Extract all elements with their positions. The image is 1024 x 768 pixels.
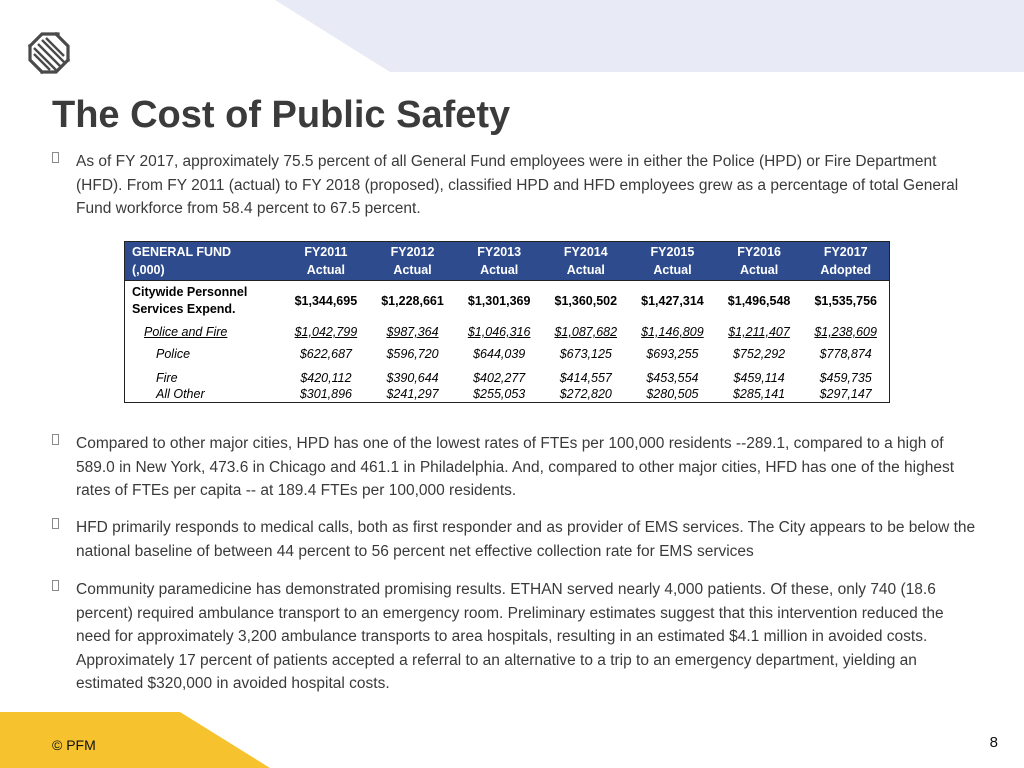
table-header-fy2017: FY2017 Adopted	[820, 245, 872, 277]
table-header-row	[125, 242, 889, 280]
table-cell: $1,344,695	[294, 294, 358, 308]
table-cell: $1,211,407	[728, 325, 790, 339]
table-cell: $1,238,609	[814, 325, 877, 339]
table-cell: $1,042,799	[294, 325, 358, 339]
bullet-text: As of FY 2017, approximately 75.5 percent of all General Fund employees were in either the Police (HPD) or Fire Department (HFD). From FY 2011 (actual) to FY 2018 (proposed), classified HPD and HFD employees grew as a percentage of total General Fund workforce from 58.4 percent to 67.5 percent.	[76, 153, 959, 217]
bottom-decor-band	[0, 712, 1024, 768]
table-cell: $272,820	[559, 386, 612, 401]
table-header-fy2016: FY2016 Actual	[737, 245, 781, 277]
table-cell: $297,147	[819, 386, 872, 401]
table-header-fy2015: FY2015 Actual	[650, 245, 695, 277]
bullet-text: HFD primarily responds to medical calls, both as first responder and as provider of EMS services. The City appears to be below the national baseline of between 44 percent to 56 percent net effective collection rate for EMS services	[76, 519, 976, 560]
table-cell: $987,364	[386, 325, 439, 339]
footer-copyright: © PFM	[52, 737, 96, 753]
row-label: Fire	[156, 371, 178, 385]
table-cell: $414,557	[559, 371, 612, 385]
table-header-fy2013: FY2013 Actual	[477, 245, 522, 277]
table-header-fy2014: FY2014 Actual	[563, 245, 608, 277]
table-cell: $778,874	[819, 347, 872, 361]
bullet-icon	[52, 434, 59, 445]
table-cell: $622,687	[299, 347, 352, 361]
top-decor-band	[0, 0, 1024, 72]
table-cell: $596,720	[386, 347, 439, 361]
table-cell: $1,228,661	[381, 294, 444, 308]
table-header-label: GENERAL FUND (,000)	[132, 245, 232, 277]
table-cell: $752,292	[732, 347, 786, 361]
table-cell: $280,505	[646, 386, 699, 401]
page-number: 8	[989, 734, 998, 751]
slide-title: The Cost of Public Safety	[52, 94, 511, 136]
pfm-logo-icon	[24, 28, 74, 78]
table-header-fy2011: FY2011 Actual	[304, 245, 348, 277]
bullet-text: Compared to other major cities, HPD has one of the lowest rates of FTEs per 100,000 residents --289.1, compared to a high of 589.0 in New York, 473.6 in Chicago and 461.1 in Philadelphia. And, compared to other major cities, HFD has one of the highest rates of FTEs per capita -- at 189.4 FTEs per 100,000 residents.	[76, 435, 955, 499]
table-cell: $301,896	[299, 386, 352, 401]
table-cell: $1,046,316	[467, 325, 531, 339]
bullet-icon	[52, 152, 59, 163]
table-row-citywide	[125, 280, 889, 321]
row-label: Citywide Personnel Services Expend.	[132, 285, 248, 316]
table-row-all-other	[125, 385, 889, 402]
table-cell: $453,554	[646, 371, 699, 385]
bullet-hfd-medical	[76, 516, 976, 563]
table-cell: $1,146,809	[641, 325, 704, 339]
table-cell: $1,427,314	[641, 294, 704, 308]
table-row-police-and-fire	[125, 321, 889, 343]
general-fund-table	[124, 241, 890, 403]
bullet-paramedicine	[76, 578, 976, 696]
row-label: All Other	[156, 386, 205, 401]
table-cell: $459,114	[733, 371, 785, 385]
table-row-fire	[125, 365, 889, 385]
bullet-workforce	[76, 150, 976, 221]
table-cell: $420,112	[300, 371, 352, 385]
row-label: Police	[156, 347, 191, 361]
table-cell: $241,297	[386, 386, 439, 401]
row-label: Police and Fire	[144, 325, 228, 339]
table-row-police	[125, 343, 889, 365]
table-cell: $1,535,756	[814, 294, 877, 308]
table-cell: $1,496,548	[727, 294, 791, 308]
table-header-fy2012: FY2012 Actual	[390, 245, 435, 277]
table-cell: $673,125	[559, 347, 612, 361]
table-cell: $1,360,502	[554, 294, 618, 308]
bullet-icon	[52, 580, 59, 591]
table-cell: $1,301,369	[467, 294, 531, 308]
table-cell: $390,644	[386, 371, 439, 385]
table-cell: $1,087,682	[554, 325, 618, 339]
table-cell: $402,277	[473, 371, 526, 385]
table-cell: $285,141	[732, 386, 786, 401]
bullet-hpd-fte	[76, 432, 976, 503]
bullet-icon	[52, 518, 59, 529]
bullet-text: Community paramedicine has demonstrated promising results. ETHAN served nearly 4,000 patients. Of these, only 740 (18.6 percent) required ambulance transport to an emergency room. Preliminary estimates suggest that this intervention reduced the need for approximately 3,200 ambulance transports to area hospitals, resulting in an estimated $4.1 million in avoided costs. Approximately 17 percent of patients accepted a referral to an alternative to a trip to an emergency department, yielding an estimated $320,000 in avoided hospital costs.	[76, 581, 944, 692]
table-cell: $459,735	[819, 371, 872, 385]
table-cell: $644,039	[473, 347, 526, 361]
table-cell: $693,255	[646, 347, 699, 361]
table-cell: $255,053	[473, 386, 526, 401]
